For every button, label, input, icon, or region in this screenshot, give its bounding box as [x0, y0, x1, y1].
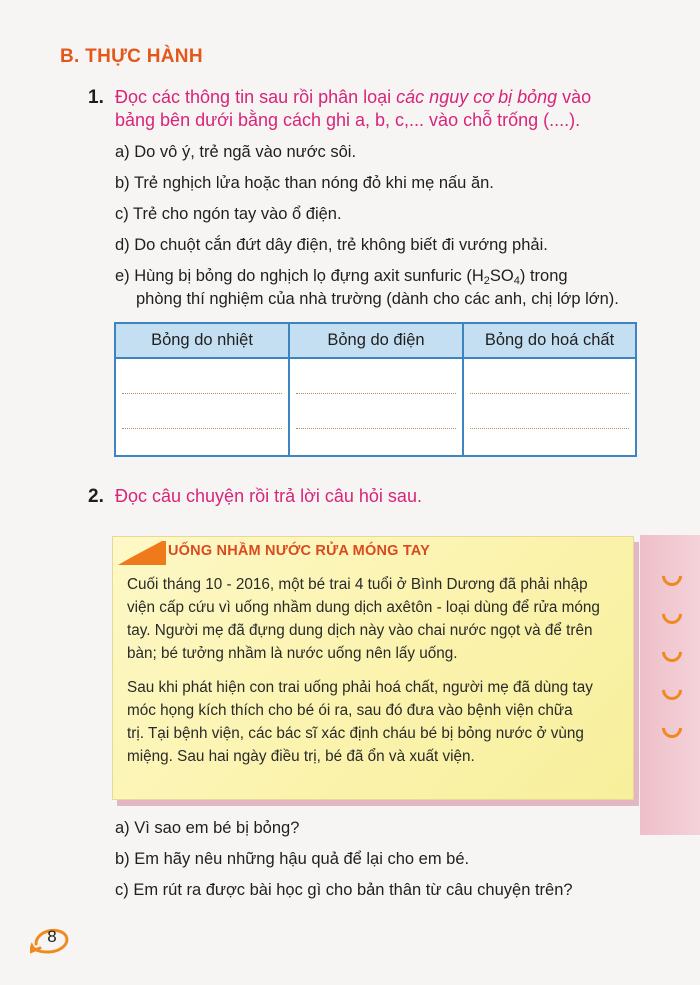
story-line: bàn; bé tưởng nhầm là nước uống nên lấy uống. [127, 645, 458, 662]
story-title: UỐNG NHẦM NƯỚC RỬA MÓNG TAY [168, 543, 431, 559]
blank-line [296, 363, 456, 394]
question-1-text-part1: Đọc các thông tin sau rồi phân loại [115, 87, 397, 107]
story-line: miệng. Sau hai ngày điều trị, bé đã ổn và xuất viện. [127, 748, 475, 765]
item-e-sub1: 2 [483, 275, 490, 287]
header-electrical: Bỏng do điện [289, 323, 463, 358]
table-answer-row [115, 358, 636, 456]
sub-question-b: b) Em hãy nêu những hậu quả để lại cho em bé. [115, 850, 470, 868]
story-paragraph-1 [127, 573, 622, 665]
item-b: b) Trẻ nghịch lửa hoặc than nóng đỏ khi mẹ nấu ăn. [115, 174, 494, 192]
item-e-line2: phòng thí nghiệm của nhà trường (dành cho các anh, chị lớp lớn). [136, 290, 619, 308]
blank-line [470, 363, 629, 394]
story-line: viện cấp cứu vì uống nhầm dung dịch axêtôn - loại dùng để rửa móng [127, 599, 600, 616]
question-2-text: Đọc câu chuyện rồi trả lời câu hỏi sau. [115, 486, 422, 506]
flag-icon [118, 541, 166, 565]
blank-line [122, 363, 282, 394]
item-e [115, 265, 655, 311]
sub-question-c: c) Em rút ra được bài học gì cho bản thân từ câu chuyện trên? [115, 881, 573, 899]
item-e-mid: SO [489, 267, 514, 285]
answer-cell-thermal[interactable] [115, 358, 289, 456]
item-e-sub2: 4 [513, 275, 520, 287]
header-thermal: Bỏng do nhiệt [115, 323, 289, 358]
item-d: d) Do chuột cắn đứt dây điện, trẻ không biết đi vướng phải. [115, 236, 548, 254]
header-chemical: Bỏng do hoá chất [463, 323, 636, 358]
page-number-badge [30, 922, 74, 956]
blank-line [470, 398, 629, 429]
question-1-number: 1. [88, 87, 104, 108]
section-title: B. THỰC HÀNH [60, 46, 203, 67]
question-1-text-italic: các nguy cơ bị bỏng [396, 87, 558, 107]
question-1-text-part2: vào [557, 87, 592, 107]
question-1-text-line2: bảng bên dưới bằng cách ghi a, b, c,... vào chỗ trống (....). [115, 110, 581, 130]
item-e-post: ) trong [519, 267, 568, 285]
item-c: c) Trẻ cho ngón tay vào ổ điện. [115, 205, 342, 223]
story-line: tay. Người mẹ đã đựng dung dịch này vào chai nước ngọt và để trên [127, 622, 593, 639]
story-paragraph-2 [127, 676, 622, 768]
answer-cell-chemical[interactable] [463, 358, 636, 456]
table-header-row [115, 323, 636, 358]
item-e-pre: e) Hùng bị bỏng do nghịch lọ đựng axit sunfuric (H [115, 267, 484, 285]
sub-question-a: a) Vì sao em bé bị bỏng? [115, 819, 300, 837]
page-number: 8 [47, 927, 57, 946]
story-line: Cuối tháng 10 - 2016, một bé trai 4 tuổi ở Bình Dương đã phải nhập [127, 576, 588, 593]
item-a: a) Do vô ý, trẻ ngã vào nước sôi. [115, 143, 357, 161]
blank-line [122, 398, 282, 429]
question-1-text [115, 86, 675, 132]
classification-table [114, 322, 637, 457]
story-line: trị. Tại bệnh viện, các bác sĩ xác định cháu bé bị bỏng nước ở vùng [127, 725, 584, 742]
answer-cell-electrical[interactable] [289, 358, 463, 456]
blank-line [296, 398, 456, 429]
story-line: Sau khi phát hiện con trai uống phải hoá chất, người mẹ đã dùng tay [127, 679, 593, 696]
story-line: móc họng kích thích cho bé ói ra, sau đó đưa vào bệnh viện chữa [127, 702, 573, 719]
question-2-number: 2. [88, 486, 104, 507]
